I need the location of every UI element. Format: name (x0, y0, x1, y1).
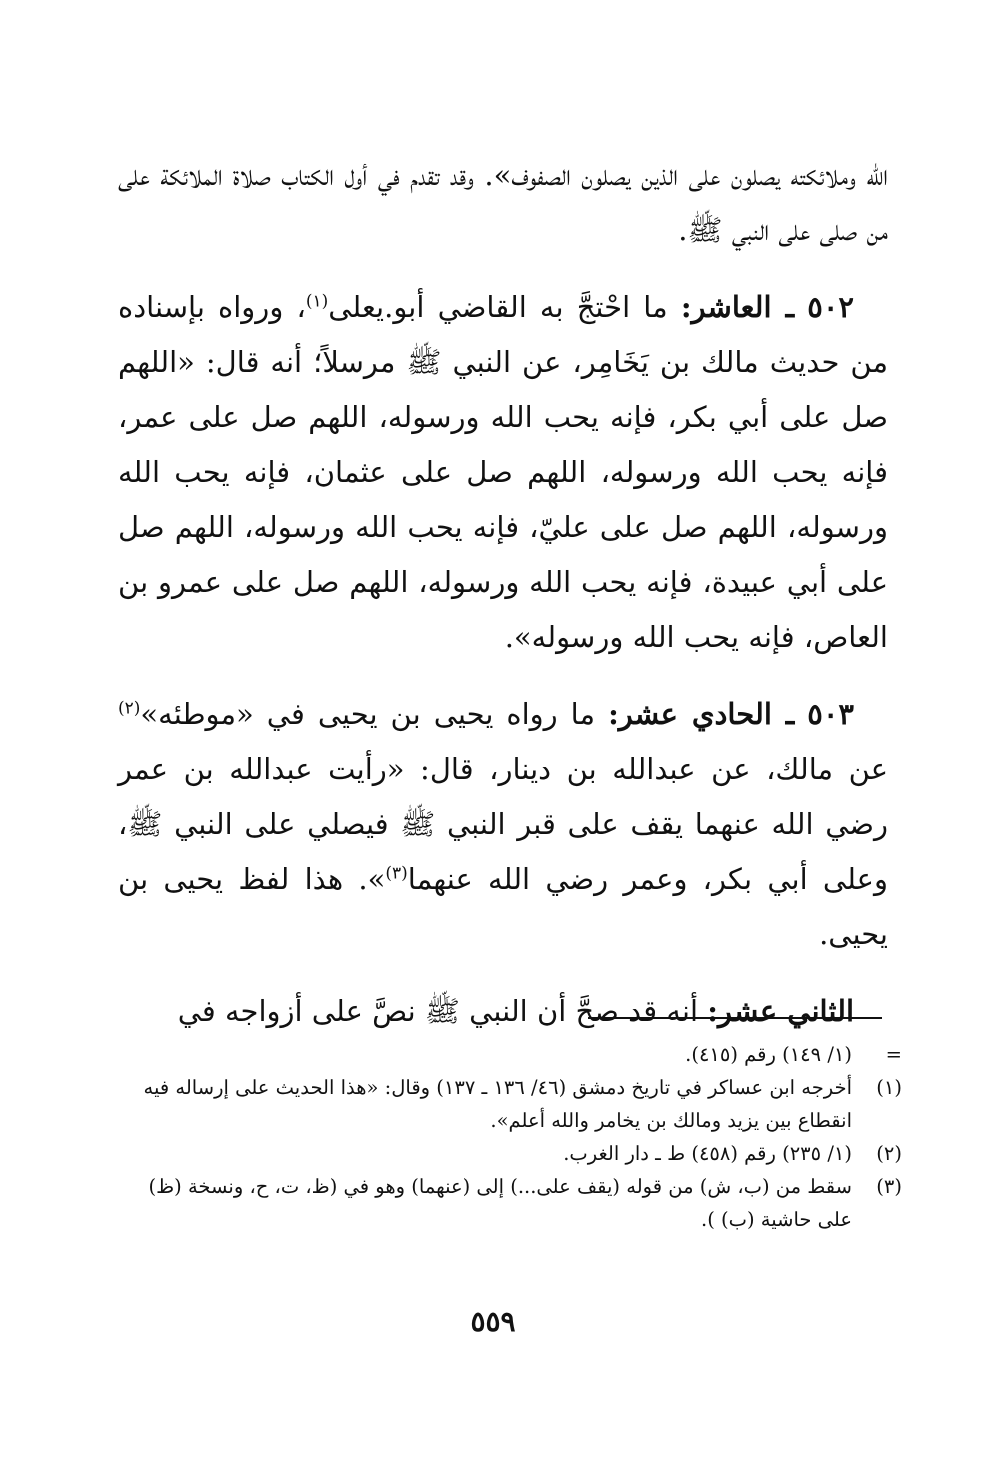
paragraph-502 (118, 280, 888, 665)
section-number: ٥٠٣ (807, 697, 855, 731)
footnote-ref-2[interactable]: (٢) (118, 698, 141, 719)
paragraph-text: عن مالك، عن عبدالله بن دينار، قال: «رأيت عبدالله بن عمر رضي الله عنهما يقف على قبر النبي ﷺ فيصلي على النبي ﷺ، وعلى أبي بكر، وعمر رضي الله عنهما (118, 752, 888, 896)
paragraph-text: أنه قد صحَّ أن النبي ﷺ نصَّ على أزواجه في (177, 994, 699, 1028)
footnote-ref-1[interactable]: (١) (305, 291, 329, 312)
footnote-text: أخرجه ابن عساكر في تاريخ دمشق (٤٦/ ١٣٦ ـ ١٣٧) وقال: «هذا الحديث على إرساله فيه انقطاع بين يزيد ومالك بن يخامر والله أعلم». (143, 1076, 852, 1132)
footnote-2 (118, 1137, 902, 1170)
footnote-text: سقط من (ب، ش) من قوله (يقف على...) إلى (عنهما) وهو في (ظ، ت، ح، ونسخة (ظ) على حاشية (ب) ). (148, 1175, 852, 1231)
paragraph-text: الله وملائكته يصلون على الذين يصلون الصفوف». وقد تقدم في أول الكتاب صلاة الملائكة على من صلى على النبي ﷺ. (118, 158, 888, 247)
footnote-ref-3[interactable]: (٣) (385, 863, 408, 884)
footnote-mark: = (885, 1043, 902, 1066)
paragraph-twelfth (118, 984, 888, 1039)
footnote-continuation (118, 1038, 902, 1071)
section-label: ـ الحادي عشر: (608, 697, 795, 731)
footnote-separator (588, 1017, 882, 1019)
paragraph-text: ما رواه يحيى بن يحيى في «موطئه» (140, 697, 596, 731)
paragraph-503 (118, 687, 888, 962)
section-label: ـ العاشر: (680, 290, 795, 324)
footnotes (118, 1038, 902, 1236)
paragraph-text: ما احْتجَّ به القاضي أبو.يعلى (328, 290, 668, 324)
paragraph-text: ، ورواه بإسناده من حديث مالك بن يَخَامِر، عن النبي ﷺ مرسلاً؛ أنه قال: «اللهم صل على أبي بكر، فإنه يحب الله ورسوله، اللهم صل على عمر، فإنه يحب الله ورسوله، اللهم صل على عثمان، فإنه يحب الله ورسوله، اللهم صل على عليّ، فإنه يحب الله ورسوله، اللهم صل على أبي عبيدة، فإنه يحب الله ورسوله، اللهم صل على عمرو بن العاص، فإنه يحب الله ورسوله». (118, 290, 888, 654)
footnote-3 (118, 1170, 902, 1236)
paragraph-text: ». هذا لفظ يحيى بن يحيى. (118, 862, 888, 951)
page-number: ٥٥٩ (470, 1305, 516, 1338)
footnote-mark: (١) (876, 1076, 902, 1099)
footnote-mark: (٢) (876, 1142, 902, 1165)
footnote-mark: (٣) (876, 1175, 902, 1198)
footnote-text: (١/ ٢٣٥) رقم (٤٥٨) ط ـ دار الغرب. (563, 1142, 852, 1165)
footnote-text: (١/ ١٤٩) رقم (٤١٥). (685, 1043, 852, 1066)
main-text (118, 148, 888, 1061)
paragraph-continuation (118, 148, 888, 258)
section-number: ٥٠٢ (807, 290, 854, 324)
section-label: الثاني عشر: (707, 994, 854, 1028)
footnote-1 (118, 1071, 902, 1137)
